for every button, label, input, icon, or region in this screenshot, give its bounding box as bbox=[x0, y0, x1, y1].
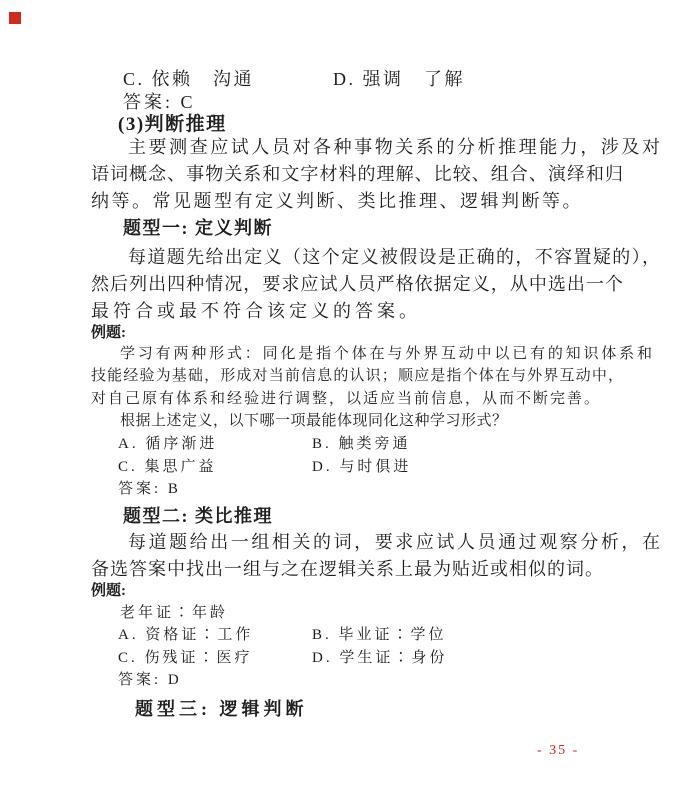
type1-passage-1: 学习有两种形式：同化是指个体在与外界互动中以已有的知识体系和 bbox=[120, 346, 652, 362]
type2-option-a: A. 资格证∶工作 bbox=[118, 627, 254, 643]
type1-heading: 题型一: 定义判断 bbox=[123, 218, 273, 238]
type1-desc-1: 每道题先给出定义（这个定义被假设是正确的，不容置疑的）， bbox=[128, 247, 660, 267]
type1-desc-2: 然后列出四种情况，要求应试人员严格依据定义，从中选出一个 bbox=[91, 274, 623, 294]
type2-option-b: B. 毕业证∶学位 bbox=[312, 627, 447, 643]
type1-passage-3: 对自己原有体系和经验进行调整，以适应当前信息，从而不断完善。 bbox=[91, 391, 602, 407]
type1-desc-3: 最符合或最不符合该定义的答案。 bbox=[91, 301, 421, 321]
section-heading: (3)判断推理 bbox=[118, 114, 227, 135]
prev-options-row bbox=[123, 69, 623, 89]
prev-option-c: C. 依赖 沟通 bbox=[123, 69, 255, 89]
type1-question: 根据上述定义，以下哪一项最能体现同化这种学习形式？ bbox=[120, 413, 508, 429]
type2-options-row-1 bbox=[118, 627, 623, 644]
type2-heading: 题型二: 类比推理 bbox=[123, 506, 273, 526]
intro-line-1: 主要测查应试人员对各种事物关系的分析推理能力，涉及对 bbox=[128, 137, 660, 157]
type2-stem: 老年证∶年龄 bbox=[120, 605, 229, 621]
type2-desc-1: 每道题给出一组相关的词，要求应试人员通过观察分析，在 bbox=[128, 532, 660, 552]
type1-option-b: B. 触类旁通 bbox=[312, 436, 411, 452]
red-corner-mark bbox=[9, 12, 21, 24]
prev-answer: 答案: C bbox=[123, 92, 196, 112]
type1-options-row-1 bbox=[118, 436, 623, 453]
type1-answer: 答案: B bbox=[118, 481, 181, 497]
type2-example-label: 例题: bbox=[91, 583, 126, 599]
type1-option-c: C. 集思广益 bbox=[118, 459, 217, 475]
type1-options-row-2 bbox=[118, 459, 623, 476]
type2-option-c: C. 伤残证∶医疗 bbox=[118, 650, 253, 666]
type1-option-d: D. 与时俱进 bbox=[312, 459, 412, 475]
page-number: - 35 - bbox=[537, 743, 580, 758]
type2-answer: 答案: D bbox=[118, 672, 182, 688]
intro-line-2: 语词概念、事物关系和文字材料的理解、比较、组合、演绎和归 bbox=[91, 164, 623, 184]
type3-heading: 题型三: 逻辑判断 bbox=[135, 699, 308, 719]
type1-passage-2: 技能经验为基础，形成对当前信息的认识；顺应是指个体在与外界互动中， bbox=[91, 368, 623, 384]
type2-option-d: D. 学生证∶身份 bbox=[312, 650, 448, 666]
type2-desc-2: 备选答案中找出一组与之在逻辑关系上最为贴近或相似的词。 bbox=[91, 559, 604, 579]
prev-option-d: D. 强调 了解 bbox=[333, 69, 465, 89]
type1-option-a: A. 循序渐进 bbox=[118, 436, 218, 452]
type1-example-label: 例题: bbox=[91, 325, 126, 341]
type2-options-row-2 bbox=[118, 650, 623, 667]
intro-line-3: 纳等。常见题型有定义判断、类比推理、逻辑判断等。 bbox=[91, 191, 583, 211]
